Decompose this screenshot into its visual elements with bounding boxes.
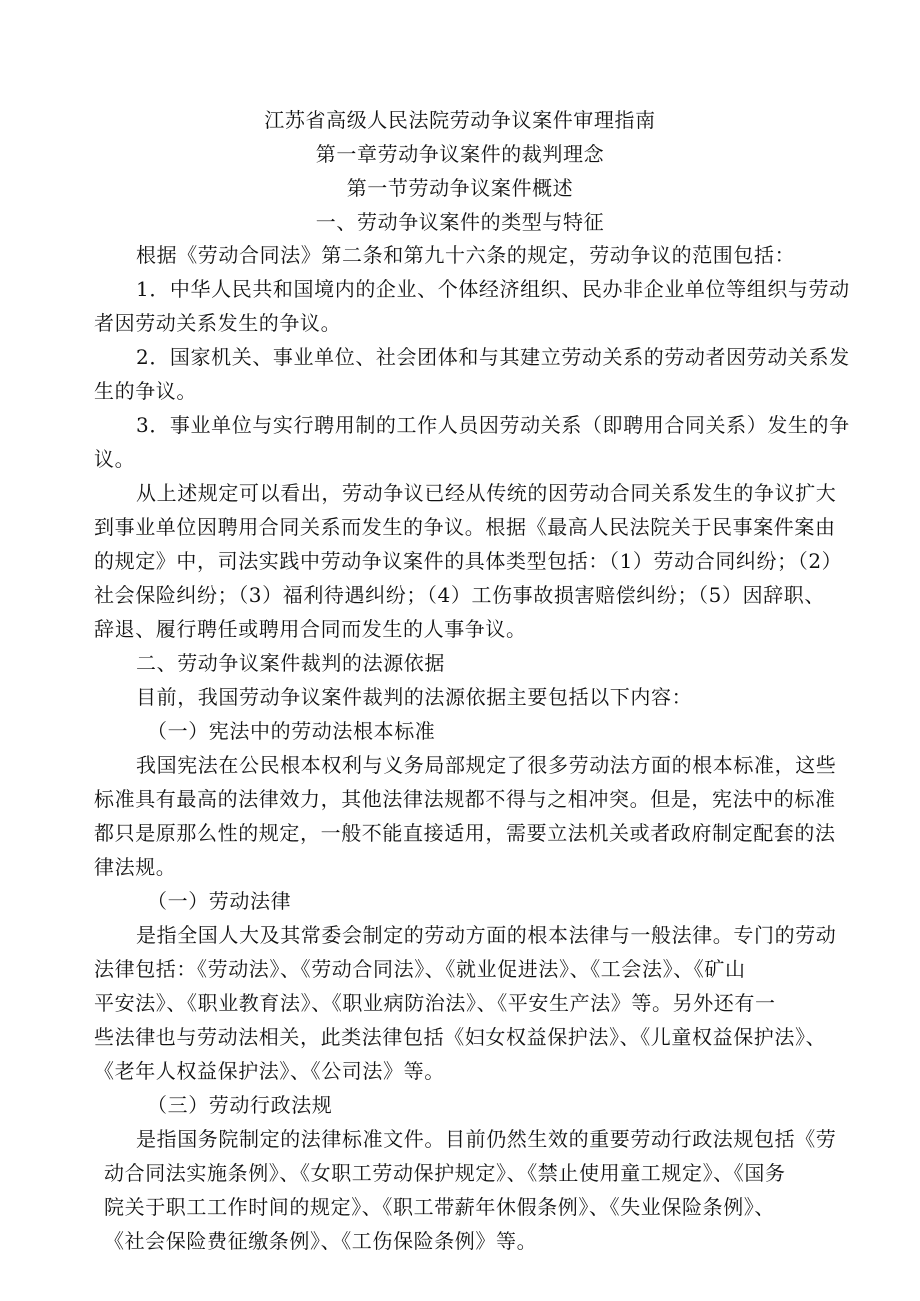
body-line: 些法律也与劳动法相关，此类法律包括《妇女权益保护法》、《儿童权益保护法》、 (94, 1025, 827, 1049)
body-line: 平安法》、《职业教育法》、《职业病防治法》、《平安生产法》等。另外还有一 (94, 991, 776, 1015)
body-line: 标准具有最高的法律效力，其他法律法规都不得与之相冲突。但是，宪法中的标准 (94, 787, 836, 811)
body-line: 社会保险纠纷；（3）福利待遇纠纷；（4）工伤事故损害赔偿纠纷；（5）因辞职、 (94, 583, 825, 607)
document-title: 江苏省高级人民法院劳动争议案件审理指南 (264, 108, 656, 132)
subsection-heading: 二、劳动争议案件裁判的法源依据 (136, 651, 445, 675)
item-heading: （一）宪法中的劳动法根本标准 (147, 719, 436, 743)
body-line: 到事业单位因聘用合同关系而发生的争议。根据《最高人民法院关于民事案件案由 (94, 515, 836, 539)
body-line: 3．事业单位与实行聘用制的工作人员因劳动关系（即聘用合同关系）发生的争 (136, 413, 850, 437)
body-line: 根据《劳动合同法》第二条和第九十六条的规定，劳动争议的范围包括： (136, 243, 796, 267)
item-heading: （三）劳动行政法规 (147, 1093, 333, 1117)
item-heading: （一）劳动法律 (147, 889, 292, 913)
subsection-heading: 一、劳动争议案件的类型与特征 (315, 210, 605, 234)
chapter-heading: 第一章劳动争议案件的裁判理念 (315, 142, 605, 166)
body-line: 的规定》中，司法实践中劳动争议案件的具体类型包括：（1）劳动合同纠纷；（2） (94, 549, 843, 573)
body-line: 动合同法实施条例》、《女职工劳动保护规定》、《禁止使用童工规定》、《国务 (104, 1161, 786, 1185)
body-line: 议。 (94, 447, 136, 471)
body-line: 都只是原那么性的规定，一般不能直接适用，需要立法机关或者政府制定配套的法 (94, 821, 836, 845)
body-line: 《老年人权益保护法》、《公司法》等。 (94, 1059, 445, 1083)
body-line: 《社会保险费征缴条例》、《工伤保险条例》等。 (104, 1229, 538, 1253)
body-line: 目前，我国劳动争议案件裁判的法源依据主要包括以下内容： (136, 685, 693, 709)
body-line: 法律包括：《劳动法》、《劳动合同法》、《就业促进法》、《工会法》、《矿山 (94, 957, 746, 981)
body-line: 者因劳动关系发生的争议。 (94, 311, 342, 335)
body-line: 从上述规定可以看出，劳动争议已经从传统的因劳动合同关系发生的争议扩大 (136, 481, 837, 505)
body-line: 我国宪法在公民根本权利与义务局部规定了很多劳动法方面的根本标准，这些 (136, 753, 837, 777)
body-line: 1．中华人民共和国境内的企业、个体经济组织、民办非企业单位等组织与劳动 (136, 277, 850, 301)
body-line: 2．国家机关、事业单位、社会团体和与其建立劳动关系的劳动者因劳动关系发 (136, 345, 850, 369)
body-line: 院关于职工工作时间的规定》、《职工带薪年休假条例》、《失业保险条例》、 (104, 1195, 775, 1219)
body-line: 是指国务院制定的法律标准文件。目前仍然生效的重要劳动行政法规包括《劳 (136, 1127, 837, 1151)
section-heading: 第一节劳动争议案件概述 (346, 176, 574, 200)
body-line: 律法规。 (94, 855, 177, 879)
body-line: 生的争议。 (94, 379, 197, 403)
body-line: 辞退、履行聘任或聘用合同而发生的人事争议。 (94, 617, 527, 641)
body-line: 是指全国人大及其常委会制定的劳动方面的根本法律与一般法律。专门的劳动 (136, 923, 837, 947)
